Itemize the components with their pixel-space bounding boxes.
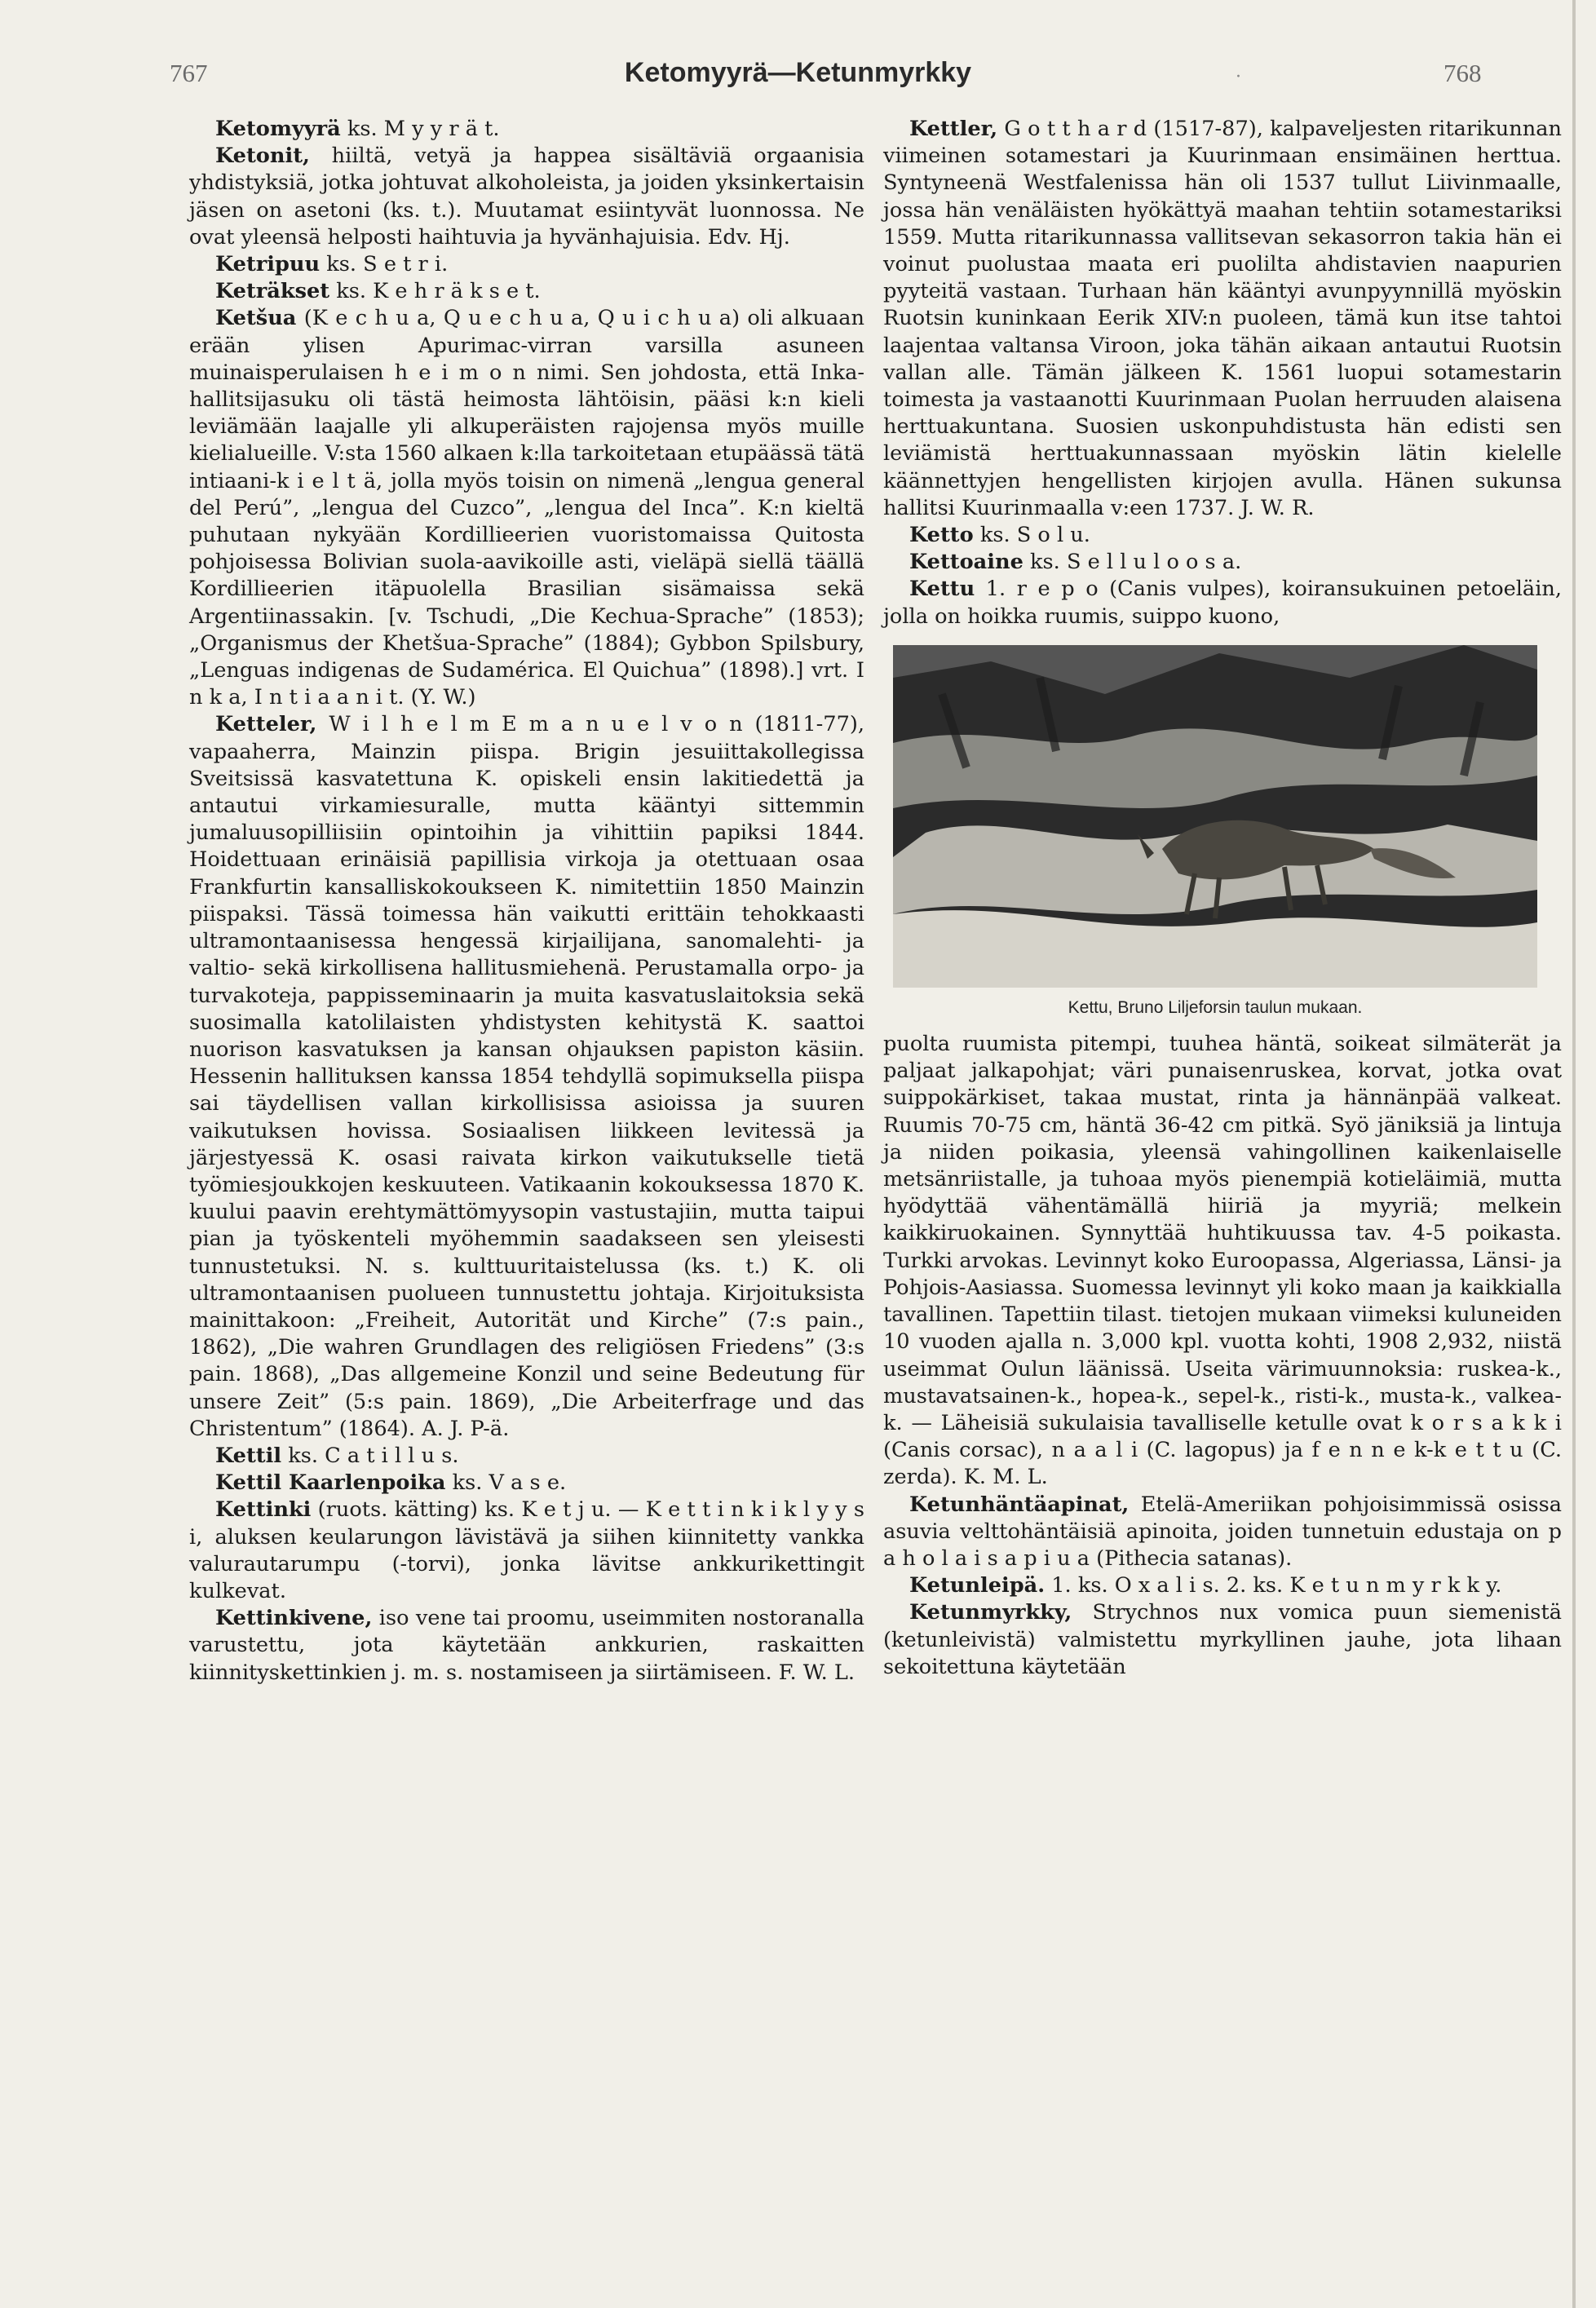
entry-ketomyyra: Ketomyyrä ks. M y y r ä t. <box>215 117 500 141</box>
entry-ketrakset: Keträkset ks. K e h r ä k s e t. <box>215 279 541 304</box>
page-number-right: 768 <box>1443 59 1482 87</box>
entry-ketteler: Ketteler, W i l h e l m E m a n u e l v o n (1811-77), vapaaherra, Mainzin piispa. Brigin jesuiittakollegissa Sveitsissä kasvatettuna K. opiskeli ensin lakitiedettä ja antautui virkamiesuralle, mutta kääntyi sittemmin jumaluusopilliisiin opintoihin ja vihittiin papiksi 1844. Hoidettuaan erinäisiä papillisia virkoja ja otettuaan osaa Frankfurtin kansalliskokoukseen K. nimitettiin 1850 Mainzin piispaksi. Tässä toimessa hän vaikutti erittäin tehokkaasti ultramontaanisessa hengessä kirjailijana, sanomalehti- ja valtio- sekä kirkollisena hallitusmiehenä. Perustamalla orpo- ja turvakoteja, pappisseminaarin ja muita kasvatuslaitoksia sekä suosimalla katolilaisten yhdistysten kehitystä K. saattoi nuorison kasvatuksen ja kansan ohjauksen papiston käsiin. Hessenin hallituksen kanssa 1854 tehdyllä sopimuksella piispa sai täydellisen vallan kirkollisissa asioissa ja suuren vaikutuksen hovissa. Sosiaalisen liikkeen levitessä ja järjestyessä K. osasi raivata kirkon vaikutukselle tietä työmiesjoukkojen keskuuteen. Vatikaanin kokouksessa 1870 K. kuului paavin erehtymättömyysopin vastustajiin, mutta taipui pian ja työskenteli myöhemmin saadakseen sen yleisesti tunnustetuksi. N. s. kulttuuritaistelussa (ks. t.) K. oli ultramontaanisen puolueen tunnustettu johtaja. Kirjoituksista mainittakoon: „Freiheit, Autorität und Kirche” (7:s pain., 1862), „Die wahren Grundlagen des religiösen Friedens” (3:s pain. 1868), „Das allgemeine Konzil und seine Bedeutung für unsere Zeit” (5:s pain. 1869), „Die Arbeiterfrage und das Christentum” (1864). A. J. P-ä. <box>189 712 864 1441</box>
fox-painting-image <box>893 645 1537 988</box>
figure-caption: Kettu, Bruno Liljeforsin taulun mukaan. <box>1068 997 1363 1017</box>
entry-ketunhantaapinat: Ketunhäntäapinat, Etelä-Ameriikan pohjoisimmissä osissa asuvia velttohäntäisiä apinoita, joiden tunnetuin edustaja on p a h o l a i s a p i u a (Pithecia satanas). <box>883 1492 1562 1571</box>
entry-kettler: Kettler, G o t t h a r d (1517-87), kalpaveljesten ritarikunnan viimeinen sotamestari ja Kuurinmaan ensimäinen herttua. Syntyneenä Westfalenissa hän oli 1537 tullut Liivinmaalle, jossa hän venäläisten hyökättyä maahan tehtiin sotamestariksi 1559. Mutta ritarikunnassa vallitsevan sekasorron takia hän ei voinut puolustaa maata eri puolilta ahdistavien naapurien pyyteitä vastaan. Turhaan hän kääntyi avunpyynnillä myöskin Ruotsin kuninkaan Eerik XIV:n puoleen, tämä kun itse tahtoi laajentaa valtansa Viroon, joka tähän aikaan antautui Ruotsin vallan alle. Tämän jälkeen K. 1561 luopui sotamestarin toimesta ja vastaanotti Kuurinmaan Puolan herruuden alaisena herttuakuntana. Suosien uskonpuhdistusta hän edisti sen leviämistä herttuakunnassaan myöskin lätin kielelle käännettyjen hengellisten kirjojen avulla. Hänen sukunsa hallitsi Kuurinmaalla v:een 1737. J. W. R. <box>883 117 1562 520</box>
entry-kettu: Kettu 1. r e p o (Canis vulpes), koiransukuinen petoeläin, jolla on hoikka ruumis, suippo kuono, <box>883 577 1562 629</box>
entry-ketunleipa: Ketunleipä. 1. ks. O x a l i s. 2. ks. K e t u n m y r k k y. <box>909 1573 1502 1598</box>
entry-kettu-continued: puolta ruumista pitempi, tuuhea häntä, soikeat silmäterät ja paljaat jalkapohjat; väri punaisenruskea, korvat, jotka ovat suippokärkiset, takaa mustat, rinta ja hännänpää valkeat. Ruumis 70-75 cm, häntä 36-42 cm pitkä. Syö jäniksiä ja lintuja ja niiden poikasia, yleensä vahingollinen kaikenlaiselle metsänriistalle, ja tuhoaa myös pienempiä kotieläimiä, mutta hyödyttää vähentämällä hiiriä ja myyriä; melkein kaikkiruokainen. Synnyttää huhtikuussa tav. 4-5 poikasta. Turkki arvokas. Levinnyt koko Euroopassa, Algeriassa, Länsi- ja Pohjois-Aasiassa. Suomessa levinnyt yli koko maan ja kaikkialla tavallinen. Tapettiin tilast. tietojen mukaan viimeksi kuluneiden 10 vuoden ajalla n. 3,000 kpl. vuotta kohti, 1908 2,932, niistä useimmat Oulun läänissä. Useita värimuunnoksia: ruskea-k., mustavatsainen-k., hopea-k., sepel-k., risti-k., musta-k., valkea-k. — Läheisiä sukulaisia tavalliselle ketulle ovat k o r s a k k i (Canis corsac), n a a l i (C. lagopus) ja f e n n e k-k e t t u (C. zerda). K. M. L. <box>883 1032 1562 1490</box>
left-column <box>189 116 864 1687</box>
entry-ketripuu: Ketripuu ks. S e t r i. <box>215 252 449 277</box>
page-edge-mark <box>1572 0 1576 2308</box>
fox-figure <box>893 645 1537 1021</box>
entry-ketunmyrkky: Ketunmyrkky, Strychnos nux vomica puun siemenistä (ketunleivistä) valmistettu myrkyllinen jauhe, jota lihaan sekoitettuna käytetään <box>883 1600 1562 1679</box>
running-title: Ketomyyrä—Ketunmyrkky <box>624 57 972 88</box>
entry-kettil-kaarlenpoika: Kettil Kaarlenpoika ks. V a s e. <box>215 1470 567 1496</box>
entry-ketsua: Ketšua (K e c h u a, Q u e c h u a, Q u i c h u a) oli alkuaan erään ylisen Apurimac-virran varsilla asuneen muinaisperulaisen h e i m o n nimi. Sen johdosta, että Inka-hallitsijasuku oli tästä heimosta lähtöisin, pääsi k:n kieli leviämään laajalle yli alkuperäisten rajojensa myös muille kielialueille. V:sta 1560 alkaen k:lla tarkoitetaan etupäässä tätä intiaani-k i e l t ä, jolla myös toisin on nimenä „lengua general del Perú”, „lengua del Cuzco”, „lengua del Inca”. K:n kieltä puhutaan nykyään Kordillieerien vuoristomaissa Quitosta pohjoisessa Bolivian suola-aavikoille asti, vieläpä siellä täällä Kordillieerien itäpuolella Brasilian sisämaissa sekä Argentiinassakin. [v. Tschudi, „Die Kechua-Sprache” (1853); „Organismus der Khetšua-Sprache” (1884); Gybbon Spilsbury, „Lenguas indigenas de Sudamérica. El Quichua” (1898).] vrt. I n k a, I n t i a a n i t. (Y. W.) <box>189 306 864 710</box>
page-number-left: 767 <box>170 59 208 87</box>
right-column <box>883 116 1562 1681</box>
page-header <box>0 54 1596 103</box>
entry-kettoaine: Kettoaine ks. S e l l u l o o s a. <box>909 550 1242 575</box>
entry-kettil: Kettil ks. C a t i l l u s. <box>215 1443 459 1468</box>
entry-kettinkivene: Kettinkivene, iso vene tai proomu, useimmiten nostoranalla varustettu, jota käytetään ankkurien, raskaitten kiinnityskettinkien j. m. s. nostamiseen ja siirtämiseen. F. W. L. <box>189 1606 864 1685</box>
entry-ketonit: Ketonit, hiiltä, vetyä ja happea sisältäviä orgaanisia yhdistyksiä, jotka johtuvat alkoholeista, ja joiden yksinkertaisin jäsen on asetoni (ks. t.). Muutamat esiintyvät luonnossa. Ne ovat yleensä helposti haihtuvia ja hyvänhajuisia. Edv. Hj. <box>189 144 864 250</box>
entry-kettinki: Kettinki (ruots. kätting) ks. K e t j u. — K e t t i n k i k l y y s i, aluksen keularungon lävistävä ja siihen kiinnitetty vankka valurautarumpu (-torvi), jonka lävitse ankkurikettingit kulkevat. <box>189 1497 864 1603</box>
header-dot: · <box>1236 67 1241 87</box>
entry-ketto: Ketto ks. S o l u. <box>909 523 1090 548</box>
